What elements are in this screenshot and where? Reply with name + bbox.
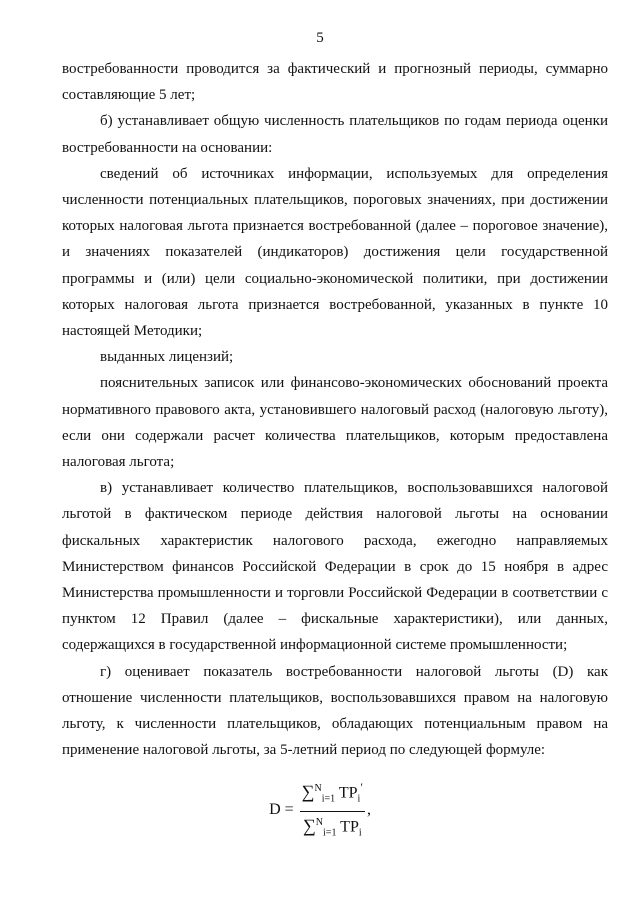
numerator-index: i [357, 793, 361, 805]
page-number: 5 [316, 30, 324, 46]
denominator-index: i [358, 827, 362, 839]
formula-fraction [300, 776, 365, 844]
paragraph-item-b: б) устанавливает общую численность плательщиков по годам периода оценки востребованности на основании: [62, 113, 608, 156]
numerator-term: TP [338, 784, 358, 802]
sum-symbol: ∑ [301, 781, 315, 802]
paragraph-sources-info: сведений об источниках информации, используемых для определения численности потенциальных плательщиков, пороговых значениях, при достижении которых налоговая льгота признается востребованной (далее – пороговое значение), и значениях показателей (индикаторов) достижения цели государственной программы и (или) цели социально-экономической политики, при достижении которых налоговая льгота признается востребованной, указанных в пункте 10 настоящей Методики; [62, 165, 608, 340]
formula-numerator [300, 776, 365, 811]
denominator-term: TP [340, 817, 359, 835]
paragraph-item-g: г) оценивает показатель востребованности налоговой льготы (D) как отношение численности плательщиков, воспользовавшихся правом на налоговую льготу, к численности плательщиков, обладающих потенциальным правом на применение налоговой льготы, за 5-летний период по следующей формуле: [62, 663, 608, 759]
numerator-prime: ′ [360, 780, 363, 794]
paragraph-explanatory-notes: пояснительных записок или финансово-экономических обоснований проекта нормативного правового акта, установившего налоговый расход (налоговую льготу), если они содержали расчет количества плательщиков, которым предоставлена налоговая льгота; [62, 375, 608, 471]
sum-upper-limit: N [315, 816, 324, 828]
sum-lower-limit: i=1 [323, 827, 337, 839]
demand-formula [0, 776, 640, 844]
paragraph-licenses: выданных лицензий; [100, 349, 234, 366]
document-body [62, 56, 608, 763]
paragraph-continuation: востребованности проводится за фактический и прогнозный периоды, суммарно составляющие 5 лет; [62, 61, 608, 104]
sum-symbol: ∑ [302, 814, 316, 835]
sum-upper-limit: N [314, 783, 322, 794]
formula-denominator [301, 812, 364, 845]
paragraph-item-v: в) устанавливает количество плательщиков, воспользовавшихся налоговой льготой в фактическом периоде действия налоговой льготы на основании фискальных характеристик налогового расхода, ежегодно направляемых Министерством финансов Российской Федерации в срок до 15 ноября в адрес Министерства промышленности и торговли Российской Федерации в соответствии с пунктом 12 Правил (далее – фискальные характеристики), или данных, содержащихся в государственной информационной системе промышленности; [62, 480, 608, 654]
formula-trailing-comma: , [366, 801, 371, 819]
formula-lhs: D = [269, 801, 294, 819]
sum-lower-limit: i=1 [321, 793, 336, 805]
